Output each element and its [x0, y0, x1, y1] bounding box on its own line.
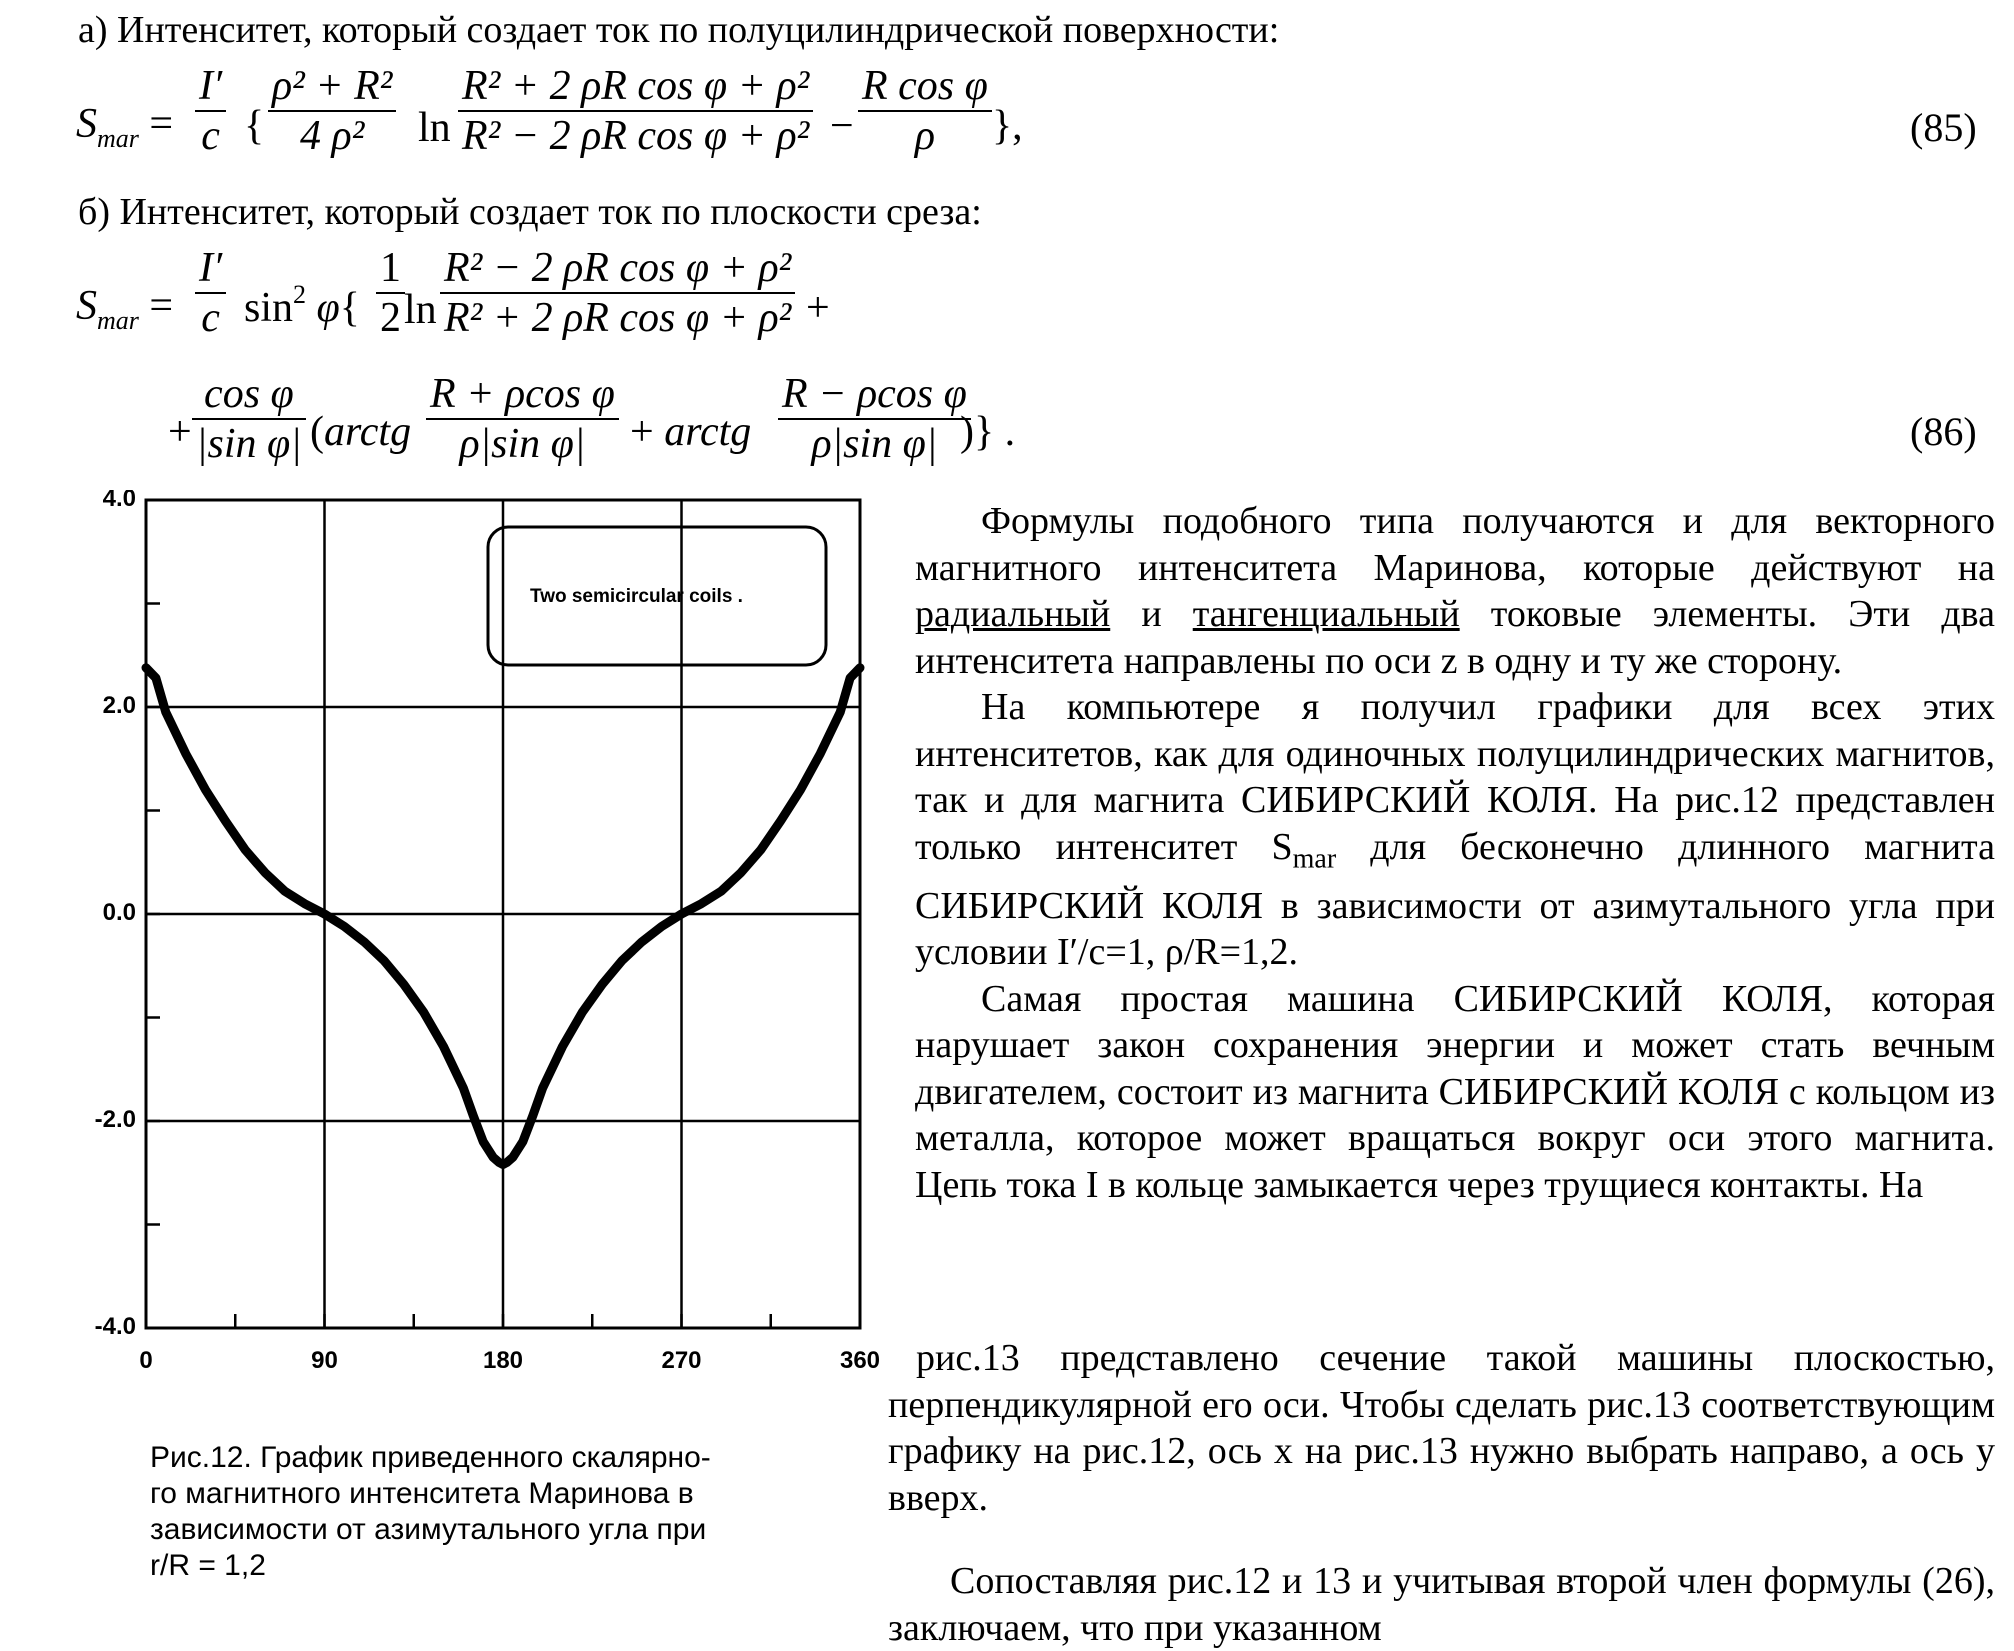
x-tick-label: 0 — [139, 1347, 153, 1374]
x-tick-label: 180 — [482, 1347, 524, 1374]
paragraph-2: На компьютере я получил графики для всех этих интенситетов, как для одиночных полуцилиндрических магнитов, так и для магнита СИБИРСКИЙ КОЛЯ. На рис.12 представлен только интенситет $S_{mar}$ для бесконечно длинного магнита СИБИРСКИЙ КОЛЯ в зависимости от азимутального угла при условии I′/c=1, ρ/R=1,2. — [915, 686, 1995, 974]
eq85-fraction-2: R² + 2 ρR cos φ + ρ² R² − 2 ρR cos φ + ρ² — [458, 62, 813, 160]
figure-caption — [150, 1440, 711, 1584]
eq86-lhs: S — [76, 283, 97, 329]
figure-12-chart — [60, 490, 890, 1390]
section-b-heading: б) Интенситет, который создает ток по плоскости среза: — [78, 191, 982, 233]
y-tick-label: 2.0 — [102, 692, 136, 719]
y-tick-label: -4.0 — [94, 1313, 136, 1340]
eq86-coef-frac: I′ c — [195, 244, 226, 342]
eq86-half-frac: 1 2 — [376, 244, 405, 342]
x-tick-label: 270 — [661, 1347, 702, 1374]
eq86-number: (86) — [1910, 409, 1977, 454]
body-text-right — [915, 498, 1995, 1208]
x-tick-label: 360 — [839, 1347, 881, 1374]
eq86-lhs-sub: mar — [97, 306, 139, 335]
eq86-arctg-frac-1: R + ρcos φ ρ|sin φ| — [426, 370, 619, 468]
y-tick-label: -2.0 — [94, 1106, 136, 1133]
eq85-lhs: S — [76, 101, 97, 147]
paragraph-3-continued: рис.13 представлено сечение такой машины плоскостью, перпендикулярной его оси. Чтобы сделать рис.13 соответствующим графику на рис.12, ось x на рис.13 нужно выбрать направо, а ось у вверх. — [888, 1337, 1995, 1519]
eq85-fraction-3: R cos φ ρ — [858, 62, 992, 160]
y-tick-label: 4.0 — [102, 490, 136, 512]
paragraph-3: Самая простая машина СИБИРСКИЙ КОЛЯ, которая нарушает закон сохранения энергии и может стать вечным двигателем, состоит из магнита СИБИРСКИЙ КОЛЯ с кольцом из металла, которое может вращаться вокруг оси этого магнита. Цепь тока I в кольце замыкается через трущиеся контакты. На — [915, 977, 1995, 1206]
section-a-heading: а) Интенситет, который создает ток по полуцилиндрической поверхности: — [78, 9, 1280, 51]
caption-line-1: Рис.12. График приведенного скалярно- — [150, 1441, 711, 1474]
chart-grid — [146, 500, 860, 1328]
paragraph-4: Сопоставляя рис.12 и 13 и учитывая второй член формулы (26), заключаем, что при указанном — [888, 1560, 1995, 1649]
eq85-lhs-sub: mar — [97, 124, 139, 153]
paragraph-1: Формулы подобного типа получаются и для векторного магнитного интенситета Маринова, которые действуют на радиальный и тангенциальный токовые элементы. Эти два интенситета направлены по оси z в одну и ту же сторону. — [915, 500, 1995, 682]
eq85-fraction-1: ρ² + R² 4 ρ² — [268, 62, 396, 160]
eq85-coef-frac: I′ c — [195, 62, 226, 160]
eq85-number: (85) — [1910, 105, 1977, 150]
caption-line-3: зависимости от азимутального угла при — [150, 1513, 707, 1546]
eq86-arctg-frac-2: R − ρcos φ ρ|sin φ| — [778, 370, 971, 468]
caption-line-4: r/R = 1,2 — [150, 1549, 266, 1582]
caption-line-2: го магнитного интенситета Маринова в — [150, 1477, 694, 1510]
y-tick-label: 0.0 — [102, 899, 136, 926]
eq86-cos-frac: cos φ |sin φ| — [192, 370, 306, 468]
legend-text: Two semicircular coils . — [530, 586, 743, 607]
eq86-fraction-1: R² − 2 ρR cos φ + ρ² R² + 2 ρR cos φ + ρ² — [440, 244, 795, 342]
x-tick-label: 90 — [311, 1347, 338, 1374]
